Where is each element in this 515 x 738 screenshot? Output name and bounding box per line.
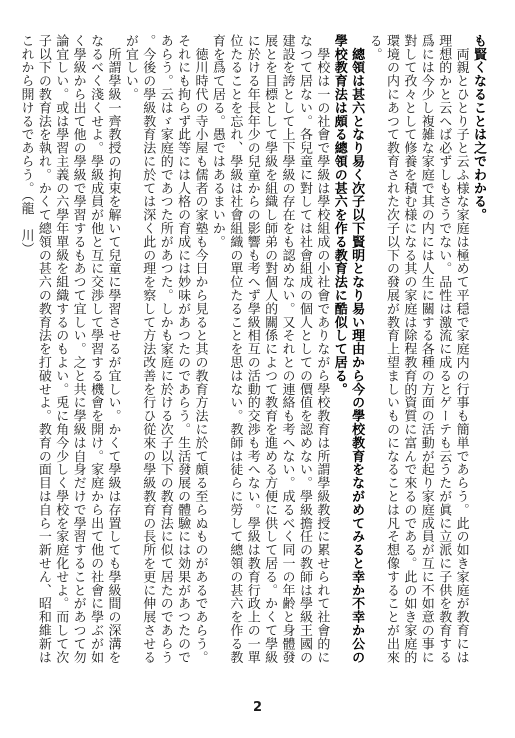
paragraph-4: 學校は一の社會で學級は學校組成の小社會でありながら學校教育は所謂學級教授に累せられて社會的になつて居ない。各兒童に對しては社會組成の個人としての價值を認めない。學級擔任の教師は學級王國の建設を誇として上下學級の存在をも認めない。又それとの連絡も考へない。成るべく同一の年齢と身體發展とを目標として學級を組織し師弟の對個人的關係によつて教育を進める方便に供して居る。かくて學級に於ける年長年少の兒童からの影響も考へず學級相互の活動的交渉も考へない。學級は教育行政上の一單位たることを忘れ、學級は社會組織の單位たることを思はない。教師は徒らに勞して總領の甚六を作る教育を爲て居る。愚ではあるまいか。 [209, 34, 330, 664]
author-signature: （龍 川） [18, 194, 34, 256]
paragraph-1: も賢くなることは之でわかる。 [471, 34, 486, 222]
paragraph-3: 總領は甚六となり易く次子以下賢明となり易い理由から今の學校教育をながめてみると幸か不幸か公の學校教育法は頗る總領の甚六を作る教育法に酷似して居る。 [331, 34, 365, 664]
paragraph-5: 徳川時代の寺小屋も儒者の家塾も今日から見ると其の教育方法に於て頗る至らぬものがあるであらう。それにも拘らず此等には人格の育成には妙味があつたのであらう。生活發展の體驗には効果があつたのであらう。云はゞ家庭的であつた所があつた。しかも家庭に於ける次子以下の教育法に似て居たのであらう。今後の學級教育法に於ては深く此の理を察して方法改善を行ひ從來の學級教育の長所を更に伸展させるが宜しい。 [122, 34, 208, 664]
paragraph-6-text: 所謂學級一齊教授の拘束を解いて兒童に學習させるが宜しい。かくて學級は存置しても學級間の深溝をなるべく淺くせよ。學級成員が他と互に交渉して學習する機會を開け。家庭から出て他の社會に學ぶが如く學級から出て他の學級で學習するもあつて宜しい。之と共に學級は自身だけで學習することがあつて勿論宜しい。或は學習主義の六學年單級を組織するのもよい。兎に角今少しく學校を家庭化せよ。而して次子以下の教育法を執れ。かくて總領の甚六の教育法を打破せよ。教育の面目は自ら一新せん、昭和維新はこれから開けるであらう。 [18, 34, 121, 664]
paragraph-6 [17, 34, 121, 674]
paragraph-2: 両親とひとり子と云ふ様な家庭は極めて平穏で家庭内の行事も簡単であらう。此の如き家庭が教育には理想的かと云へば必ずしもさうでない。品性は激流に成るとゲーテも云うたが眞に立派に子供を教育する爲には今少し複雑な家庭で其の内には人生に關する各種の方面の活動が起り家庭成員が互に不如意の事に對して孜々として修養を積む様になる其の家庭は除程教育的資質に富んで來るのである。此の如き家庭的環境の内にあつて教育された次子以下の發展が教育上望ましいものになることは凡そ想像することが出來る。 [366, 34, 469, 664]
vertical-text-block [18, 34, 487, 674]
page-number: 2 [252, 700, 263, 715]
